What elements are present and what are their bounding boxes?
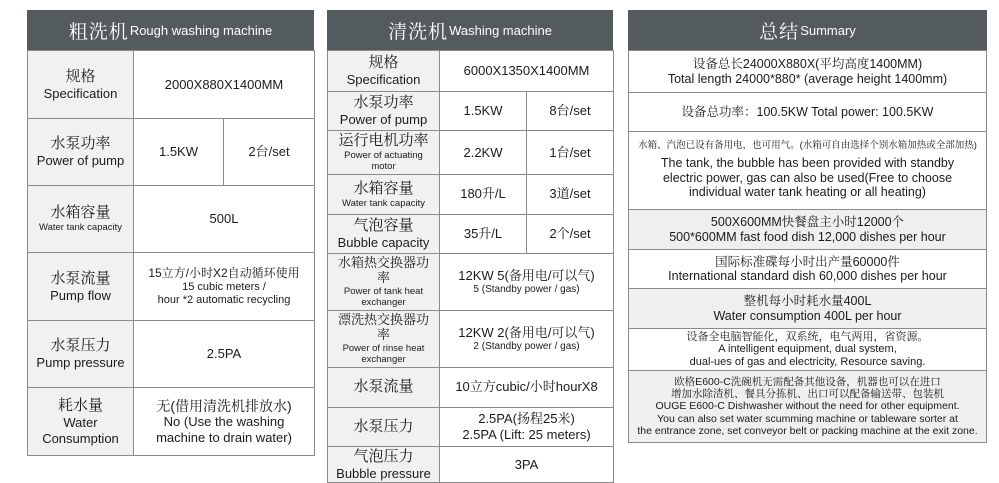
row-value: 12KW 5(备用电/可以气) 5 (Standby power / gas) [440,253,614,310]
row-label: 水箱容量 Water tank capacity [28,186,134,253]
row-value: 6000X1350X1400MM [440,51,614,92]
summary-table [628,50,987,443]
row-value: 3PA [440,446,614,483]
rough-washing-panel [27,10,314,456]
row-label: 水箱容量 Water tank capacity [328,174,440,214]
table-row [28,186,315,253]
row-value: 1.5KW [440,92,527,131]
table-row [28,119,315,186]
table-row [328,174,614,214]
table-row [629,329,987,371]
washing-title-zh: 清洗机 [388,21,449,43]
washing-panel-header [327,10,613,50]
row-label: 水泵功率 Power of pump [28,119,134,186]
table-row [328,51,614,92]
table-row [28,388,315,456]
table-row [629,93,987,132]
summary-item: 设备全电脑智能化，双系统，电气两用，省资源。 A intelligent equipment, dual system, dual-ues of gas and electricity, Resource saving. [629,329,987,371]
row-label: 水箱热交换器功率 Power of tank heat exchanger [328,253,440,310]
row-value: 180升/L [440,174,527,214]
table-row [629,210,987,250]
table-row [629,250,987,289]
table-row [328,310,614,367]
row-value: 10立方cubic/小时hourX8 [440,367,614,407]
rough-title-zh: 粗洗机 [68,21,129,43]
summary-item: 500X600MM快餐盘主小时12000个 500*600MM fast food dish 12,000 dishes per hour [629,210,987,250]
summary-title-zh: 总结 [759,21,800,43]
row-quantity: 8台/set [527,92,614,131]
summary-item: 欧格E600-C洗碗机无需配备其他设备，机器也可以在进口 增加水除渣机、餐具分拣机、出口可以配备输送带、包装机 OUGE E600-C Dishwasher without the need for other equipment. You can also set water scumming machine or tableware sorter at the entrance zone, set conveyor belt or packing machine at the exit zone. [629,371,987,443]
row-label: 规格 Specification [328,51,440,92]
row-value: 35升/L [440,214,527,253]
table-row [629,51,987,93]
row-value: 无(借用清洗机排放水) No (Use the washing machine to drain water) [134,388,315,456]
row-label: 水泵功率 Power of pump [328,92,440,131]
table-row [629,132,987,210]
row-quantity: 3道/set [527,174,614,214]
summary-panel [628,10,987,443]
washing-machine-panel [327,10,613,483]
summary-item: 设备总长24000X880X(平均高度1400MM) Total length 24000*880* (average height 1400mm) [629,51,987,93]
rough-spec-table [27,50,315,456]
row-value: 2000X880X1400MM [134,51,315,119]
row-label: 水泵压力 [328,407,440,446]
table-row [328,407,614,446]
row-label: 气泡容量 Bubble capacity [328,214,440,253]
row-label: 漂洗热交换器功率 Power of rinse heat exchanger [328,310,440,367]
table-row [629,371,987,443]
rough-title-en: Rough washing machine [129,22,273,38]
row-value: 15立方/小时X2自动循环使用 15 cubic meters / hour *2 automatic recycling [134,253,315,321]
table-row [328,367,614,407]
table-row [28,253,315,321]
washing-title-en: Washing machine [449,22,552,38]
row-label: 运行电机功率 Power of actuating motor [328,131,440,175]
summary-item: 设备总功率：100.5KW Total power: 100.5KW [629,93,987,132]
row-value: 1.5KW [134,119,224,186]
row-quantity: 2台/set [224,119,315,186]
summary-title-en: Summary [800,22,856,38]
table-row [328,214,614,253]
row-value: 500L [134,186,315,253]
row-label: 耗水量 Water Consumption [28,388,134,456]
row-value: 2.5PA [134,321,315,388]
table-row [328,446,614,483]
row-label: 水泵流量 Pump flow [28,253,134,321]
summary-item: 国际标准碟每小时出产量60000件 International standard dish 60,000 dishes per hour [629,250,987,289]
summary-item: 水箱、汽泡已设有备用电，也可用气。(水箱可自由选择个别水箱加热或全部加热) The tank, the bubble has been provided with standby electric power, gas can also be used(Free to choose individual water tank heating or all heating) [629,132,987,210]
summary-item: 整机每小时耗水量400L Water consumption 400L per hour [629,289,987,329]
table-row [328,253,614,310]
row-value: 2.5PA(扬程25米) 2.5PA (Lift: 25 meters) [440,407,614,446]
washing-spec-table [327,50,614,483]
table-row [328,131,614,175]
row-quantity: 1台/set [527,131,614,175]
row-value: 12KW 2(备用电/可以气) 2 (Standby power / gas) [440,310,614,367]
table-row [28,51,315,119]
row-label: 水泵流量 [328,367,440,407]
summary-panel-header [628,10,987,50]
rough-panel-header [27,10,314,50]
row-label: 水泵压力 Pump pressure [28,321,134,388]
table-row [629,289,987,329]
table-row [328,92,614,131]
row-label: 规格 Specification [28,51,134,119]
row-quantity: 2个/set [527,214,614,253]
table-row [28,321,315,388]
row-value: 2.2KW [440,131,527,175]
row-label: 气泡压力 Bubble pressure [328,446,440,483]
